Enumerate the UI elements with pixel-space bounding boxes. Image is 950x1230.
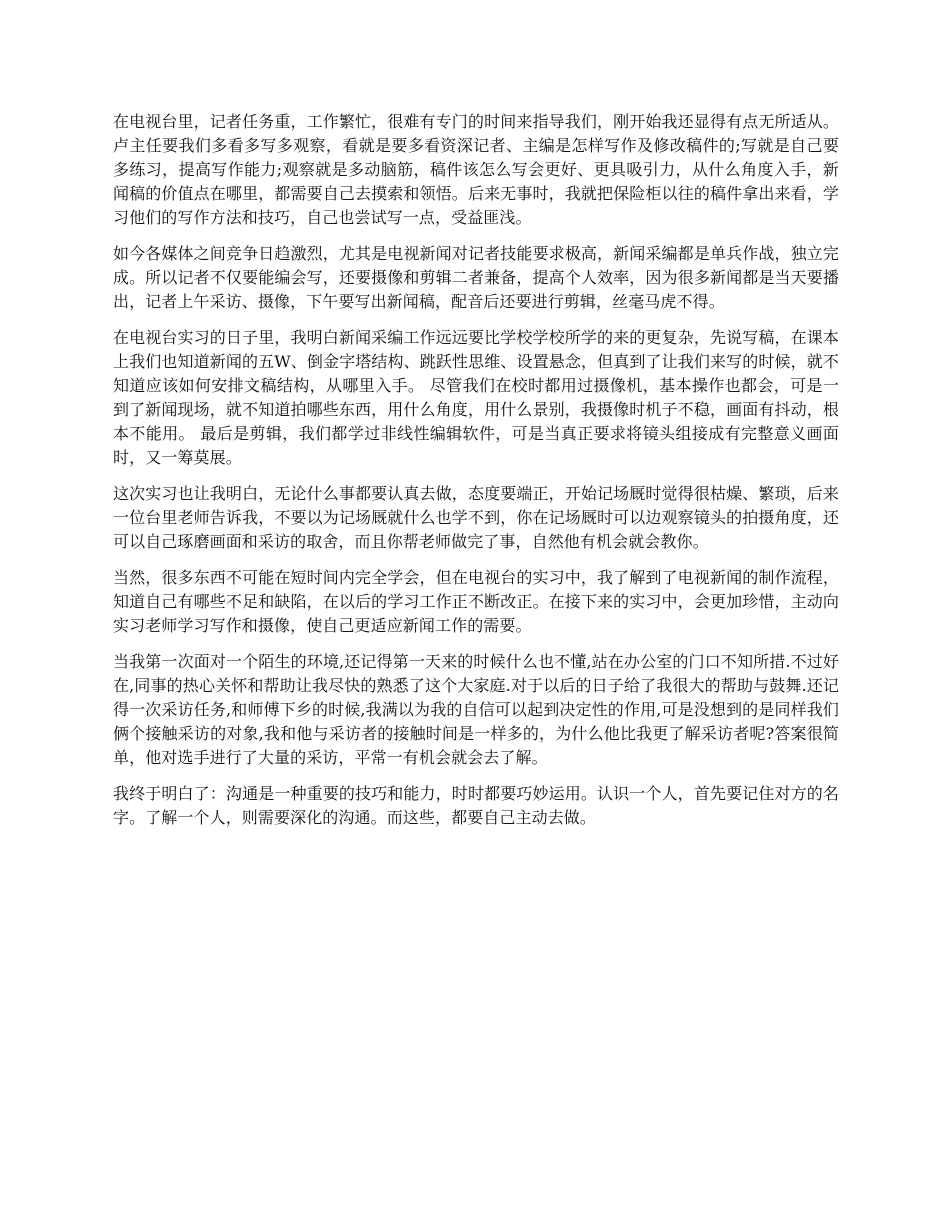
document-body <box>113 110 839 842</box>
paragraph-7: 我终于明白了：沟通是一种重要的技巧和能力，时时都要巧妙运用。认识一个人，首先要记住对方的名字。了解一个人，则需要深化的沟通。而这些，都要自己主动去做。 <box>113 784 839 827</box>
paragraph-1: 在电视台里，记者任务重，工作繁忙，很难有专门的时间来指导我们，刚开始我还显得有点无所适从。卢主任要我们多看多写多观察，看就是要多看资深记者、主编是怎样写作及修改稿件的;写就是自己要多练习，提高写作能力;观察就是多动脑筋，稿件该怎么写会更好、更具吸引力，从什么角度入手，新闻稿的价值点在哪里，都需要自己去摸索和领悟。后来无事时，我就把保险柜以往的稿件拿出来看，学习他们的写作方法和技巧，自己也尝试写一点，受益匪浅。 <box>113 112 839 227</box>
paragraph-6: 当我第一次面对一个陌生的环境,还记得第一天来的时候什么也不懂,站在办公室的门口不知所措.不过好在,同事的热心关怀和帮助让我尽快的熟悉了这个大家庭.对于以后的日子给了我很大的帮助与鼓舞.还记得一次采访任务,和师傅下乡的时候,我满以为我的自信可以起到决定性的作用,可是没想到的是同样我们俩个接触采访的对象,我和他与采访者的接触时间是一样多的，为什么他比我更了解采访者呢?答案很简单，他对选手进行了大量的采访，平常一有机会就会去了解。 <box>113 652 839 767</box>
paragraph-2: 如今各媒体之间竞争日趋激烈，尤其是电视新闻对记者技能要求极高，新闻采编都是单兵作战，独立完成。所以记者不仅要能编会写，还要摄像和剪辑二者兼备，提高个人效率，因为很多新闻都是当天要播出，记者上午采访、摄像，下午要写出新闻稿，配音后还要进行剪辑，丝毫马虎不得。 <box>113 244 839 311</box>
paragraph-4: 这次实习也让我明白，无论什么事都要认真去做，态度要端正，开始记场厩时觉得很枯燥、繁琐，后来一位台里老师告诉我，不要以为记场厩就什么也学不到，你在记场厩时可以边观察镜头的拍摄角度，还可以自己琢磨画面和采访的取舍，而且你帮老师做完了事，自然他有机会就会教你。 <box>113 484 839 551</box>
paragraph-5: 当然，很多东西不可能在短时间内完全学会，但在电视台的实习中，我了解到了电视新闻的制作流程，知道自己有哪些不足和缺陷，在以后的学习工作正不断改正。在接下来的实习中，会更加珍惜，主动向实习老师学习写作和摄像，使自己更适应新闻工作的需要。 <box>113 568 839 635</box>
paragraph-3: 在电视台实习的日子里，我明白新闻采编工作远远要比学校学校所学的来的更复杂，先说写稿，在课本上我们也知道新闻的五W、倒金字塔结构、跳跃性思维、设置悬念，但真到了让我们来写的时候，就不知道应该如何安排文稿结构，从哪里入手。 尽管我们在校时都用过摄像机，基本操作也都会，可是一到了新闻现场，就不知道拍哪些东西，用什么角度，用什么景别，我摄像时机子不稳，画面有抖动，根本不能用。 最后是剪辑，我们都学过非线性编辑软件，可是当真正要求将镜头组接成有完整意义画面时，又一筹莫展。 <box>113 328 839 467</box>
